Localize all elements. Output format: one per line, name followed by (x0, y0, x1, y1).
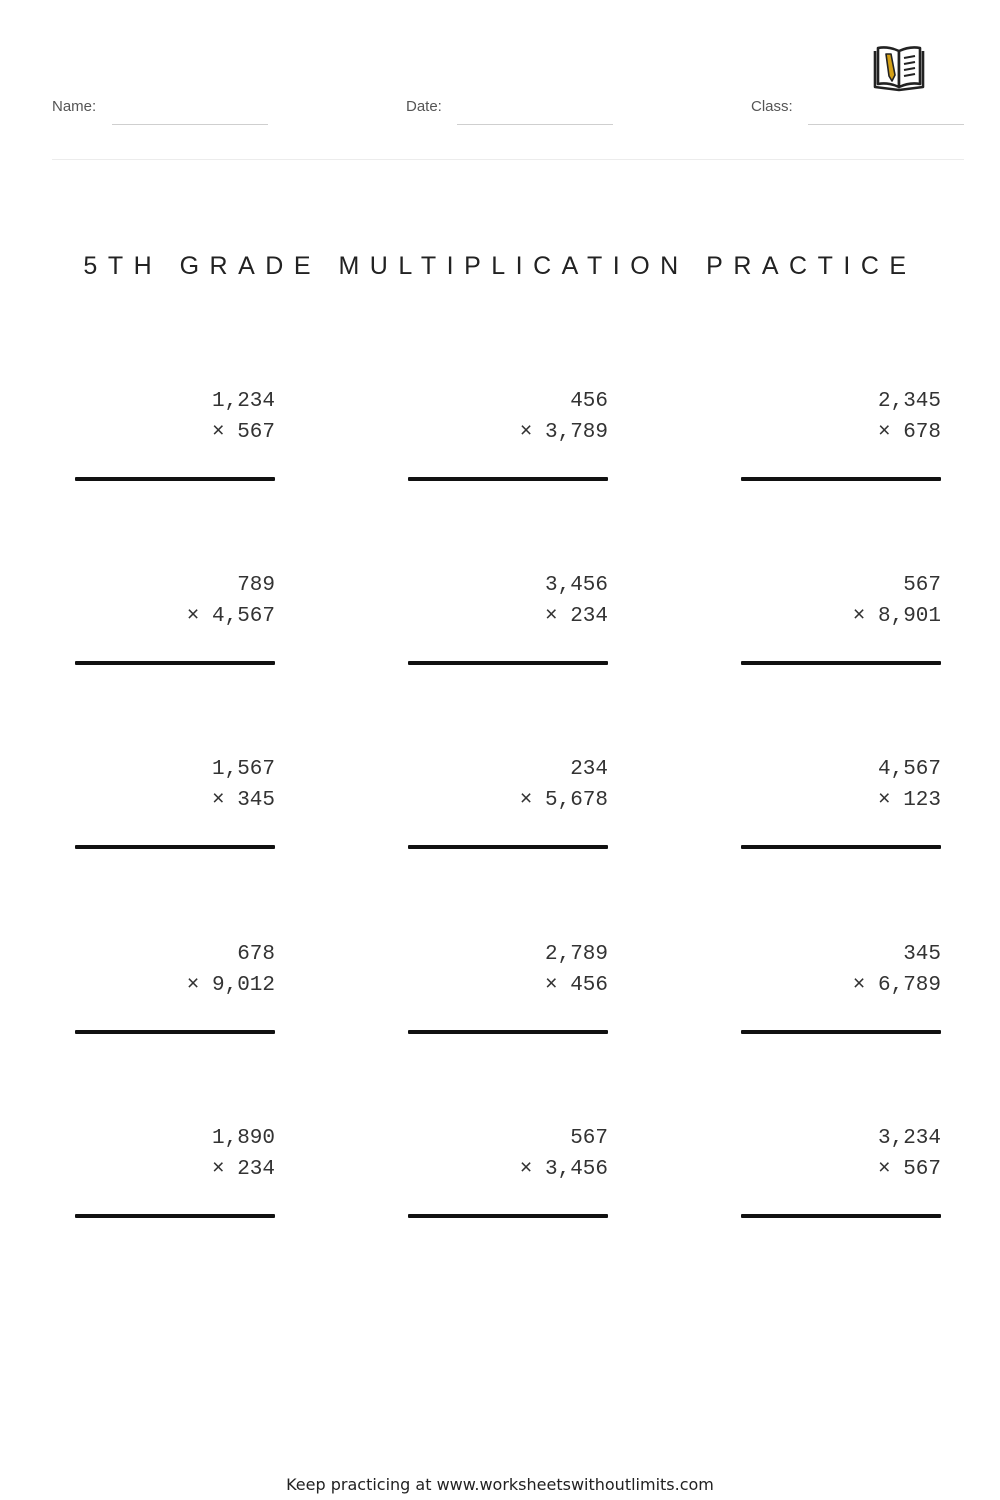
date-label: Date: (406, 98, 442, 115)
multiplicand: 1,234 (211, 390, 275, 413)
answer-line[interactable] (408, 477, 608, 481)
problem-7 (75, 758, 275, 858)
problem-1 (75, 390, 275, 490)
name-label: Name: (52, 98, 97, 115)
answer-line[interactable] (741, 477, 941, 481)
multiplier: × 6,789 (852, 974, 941, 997)
answer-line[interactable] (75, 845, 275, 849)
answer-line[interactable] (75, 1214, 275, 1218)
problem-9 (741, 758, 941, 858)
multiplicand: 678 (237, 943, 275, 966)
problem-10 (75, 943, 275, 1043)
problem-2 (408, 390, 608, 490)
multiplier: × 456 (544, 974, 608, 997)
problem-3 (741, 390, 941, 490)
multiplicand: 567 (570, 1127, 608, 1150)
problem-11 (408, 943, 608, 1043)
multiplicand: 1,567 (211, 758, 275, 781)
multiplier: × 567 (211, 421, 275, 444)
problem-14 (408, 1127, 608, 1227)
answer-line[interactable] (408, 1214, 608, 1218)
answer-line[interactable] (75, 477, 275, 481)
answer-line[interactable] (75, 661, 275, 665)
multiplicand: 567 (903, 574, 941, 597)
multiplier: × 123 (877, 789, 941, 812)
class-label: Class: (751, 98, 793, 115)
multiplicand: 456 (570, 390, 608, 413)
answer-line[interactable] (408, 661, 608, 665)
multiplicand: 1,890 (211, 1127, 275, 1150)
multiplier: × 234 (544, 605, 608, 628)
answer-line[interactable] (741, 845, 941, 849)
multiplier: × 3,789 (519, 421, 608, 444)
multiplier: × 567 (877, 1158, 941, 1181)
multiplicand: 234 (570, 758, 608, 781)
multiplier: × 3,456 (519, 1158, 608, 1181)
answer-line[interactable] (741, 1030, 941, 1034)
answer-line[interactable] (408, 1030, 608, 1034)
multiplicand: 2,789 (544, 943, 608, 966)
footer-text: Keep practicing at www.worksheetswithoutlimits.com (286, 1475, 714, 1494)
multiplicand: 4,567 (877, 758, 941, 781)
multiplier: × 678 (877, 421, 941, 444)
problem-15 (741, 1127, 941, 1227)
problem-8 (408, 758, 608, 858)
answer-line[interactable] (741, 1214, 941, 1218)
multiplier: × 8,901 (852, 605, 941, 628)
multiplier: × 4,567 (186, 605, 275, 628)
multiplicand: 3,456 (544, 574, 608, 597)
multiplier: × 345 (211, 789, 275, 812)
problem-6 (741, 574, 941, 674)
multiplier: × 234 (211, 1158, 275, 1181)
problem-12 (741, 943, 941, 1043)
multiplicand: 3,234 (877, 1127, 941, 1150)
problem-4 (75, 574, 275, 674)
multiplicand: 2,345 (877, 390, 941, 413)
problem-5 (408, 574, 608, 674)
answer-line[interactable] (75, 1030, 275, 1034)
multiplier: × 9,012 (186, 974, 275, 997)
multiplier: × 5,678 (519, 789, 608, 812)
answer-line[interactable] (408, 845, 608, 849)
multiplicand: 345 (903, 943, 941, 966)
multiplicand: 789 (237, 574, 275, 597)
problem-13 (75, 1127, 275, 1227)
answer-line[interactable] (741, 661, 941, 665)
worksheet-title: 5TH GRADE MULTIPLICATION PRACTICE (83, 252, 917, 280)
